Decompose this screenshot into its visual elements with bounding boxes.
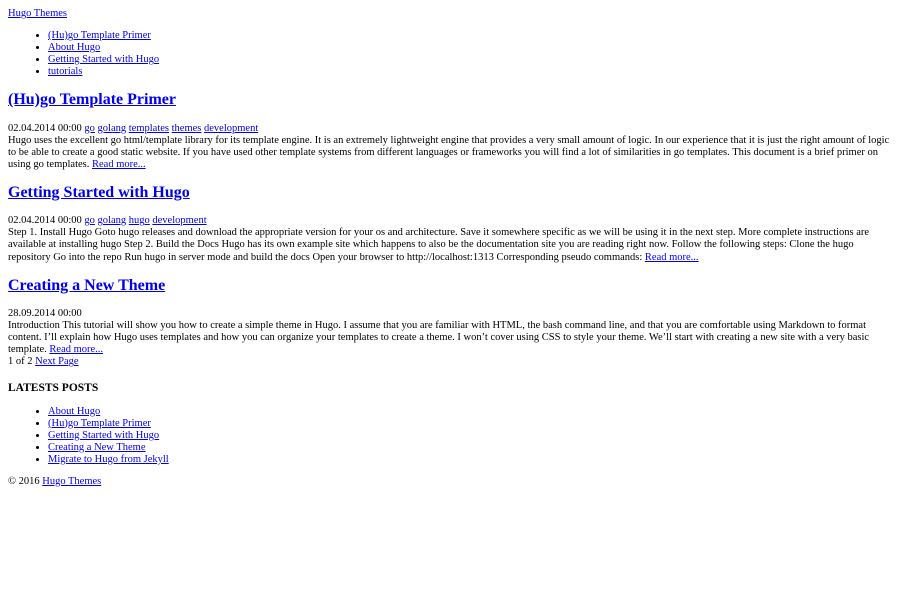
post-title — [8, 91, 892, 109]
latest-post-link-template-primer[interactable]: (Hu)go Template Primer — [48, 417, 151, 429]
tag-link[interactable]: development — [204, 122, 259, 134]
latest-post-link-about-hugo[interactable]: About Hugo — [48, 405, 101, 417]
post-title — [8, 184, 892, 202]
post-title-link[interactable]: Creating a New Theme — [8, 276, 166, 294]
post-summary-block — [8, 135, 892, 171]
top-nav — [8, 30, 892, 78]
nav-item — [48, 42, 892, 54]
post-summary-1 — [8, 91, 892, 171]
site-header — [8, 8, 892, 20]
post-meta — [8, 215, 892, 227]
nav-item — [48, 30, 892, 42]
post-meta — [8, 123, 892, 135]
site-title-link[interactable]: Hugo Themes — [8, 8, 68, 19]
footer-site-link[interactable]: Hugo Themes — [42, 475, 102, 487]
post-date: 02.04.2014 00:00 — [8, 215, 82, 227]
tag-link[interactable]: go — [84, 122, 95, 134]
tag-link[interactable]: themes — [171, 122, 202, 134]
post-title-link[interactable]: Getting Started with Hugo — [8, 183, 190, 201]
post-summary-3 — [8, 277, 892, 357]
nav-link-about-hugo[interactable]: About Hugo — [48, 42, 101, 54]
tag-link[interactable]: golang — [97, 122, 127, 134]
post-summary-block — [8, 227, 892, 263]
footer — [8, 476, 892, 488]
page — [8, 8, 892, 488]
latest-post-link-migrate-jekyll[interactable]: Migrate to Hugo from Jekyll — [48, 453, 169, 465]
tag-link[interactable]: go — [84, 215, 95, 227]
read-more-link[interactable]: Read more... — [92, 158, 146, 170]
page-status: 1 of 2 — [8, 356, 33, 368]
list-item — [48, 418, 892, 430]
post-title — [8, 277, 892, 295]
latest-post-link-getting-started[interactable]: Getting Started with Hugo — [48, 429, 160, 441]
read-more-link[interactable]: Read more... — [49, 344, 104, 356]
nav-item — [48, 54, 892, 66]
post-summary-block — [8, 320, 892, 356]
list-item — [48, 454, 892, 466]
list-item — [48, 406, 892, 418]
list-item — [48, 430, 892, 442]
latest-posts-heading: LATESTS POSTS — [8, 382, 99, 395]
list-item — [48, 442, 892, 454]
nav-link-tutorials[interactable]: tutorials — [48, 66, 83, 78]
pagination — [8, 356, 892, 368]
post-title-link[interactable]: (Hu)go Template Primer — [8, 91, 176, 109]
tag-link[interactable]: templates — [128, 122, 169, 134]
post-date: 02.04.2014 00:00 — [8, 122, 82, 134]
read-more-link[interactable]: Read more... — [644, 251, 699, 263]
tag-link[interactable]: hugo — [128, 215, 150, 227]
nav-link-template-primer[interactable]: (Hu)go Template Primer — [48, 30, 151, 42]
next-page-link[interactable]: Next Page — [35, 356, 79, 368]
post-summary-text: Introduction This tutorial will show you how to create a simple theme in Hugo. I assume that you are familiar with HTML, the bash command line, and that you are comfortable using Markdown to format content. I’ll explain how Hugo uses templates and how you can organize your templates to create a theme. I won’t cover using CSS to style your theme. We’ll start with creating a new site with a very basic template. — [8, 320, 870, 356]
post-summary-2 — [8, 184, 892, 264]
post-summary-text: Step 1. Install Hugo Goto hugo releases and download the appropriate version for your os and architecture. Save it somewhere specific as we will be using it in the next step. More complete instructions are available at installing hugo Step 2. Build the Docs Hugo has its own example site which happens to also be the documentation site you are reading right now. Follow the following steps: Clone the hugo repository Go into the repo Run hugo in server mode and build the docs Open your browser to http://localhost:1313 Corresponding pseudo commands: — [8, 227, 870, 263]
nav-item — [48, 66, 892, 78]
post-date: 28.09.2014 00:00 — [8, 307, 82, 319]
post-meta — [8, 308, 892, 320]
tag-link[interactable]: development — [152, 215, 207, 227]
latest-posts-list — [8, 406, 892, 466]
tag-link[interactable]: golang — [97, 215, 127, 227]
post-summary-text: Hugo uses the excellent go html/template library for its template engine. It is an extremely lightweight engine that provides a very small amount of logic. In our experience that it is just the right amount of logic to be able to create a good static website. If you have used other template systems from different languages or frameworks you will find a lot of similarities in go templates. This document is a brief primer on using go templates. — [8, 134, 890, 170]
copyright-text: © 2016 — [8, 475, 40, 487]
latest-post-link-creating-theme[interactable]: Creating a New Theme — [48, 441, 146, 453]
nav-link-getting-started[interactable]: Getting Started with Hugo — [48, 54, 160, 66]
